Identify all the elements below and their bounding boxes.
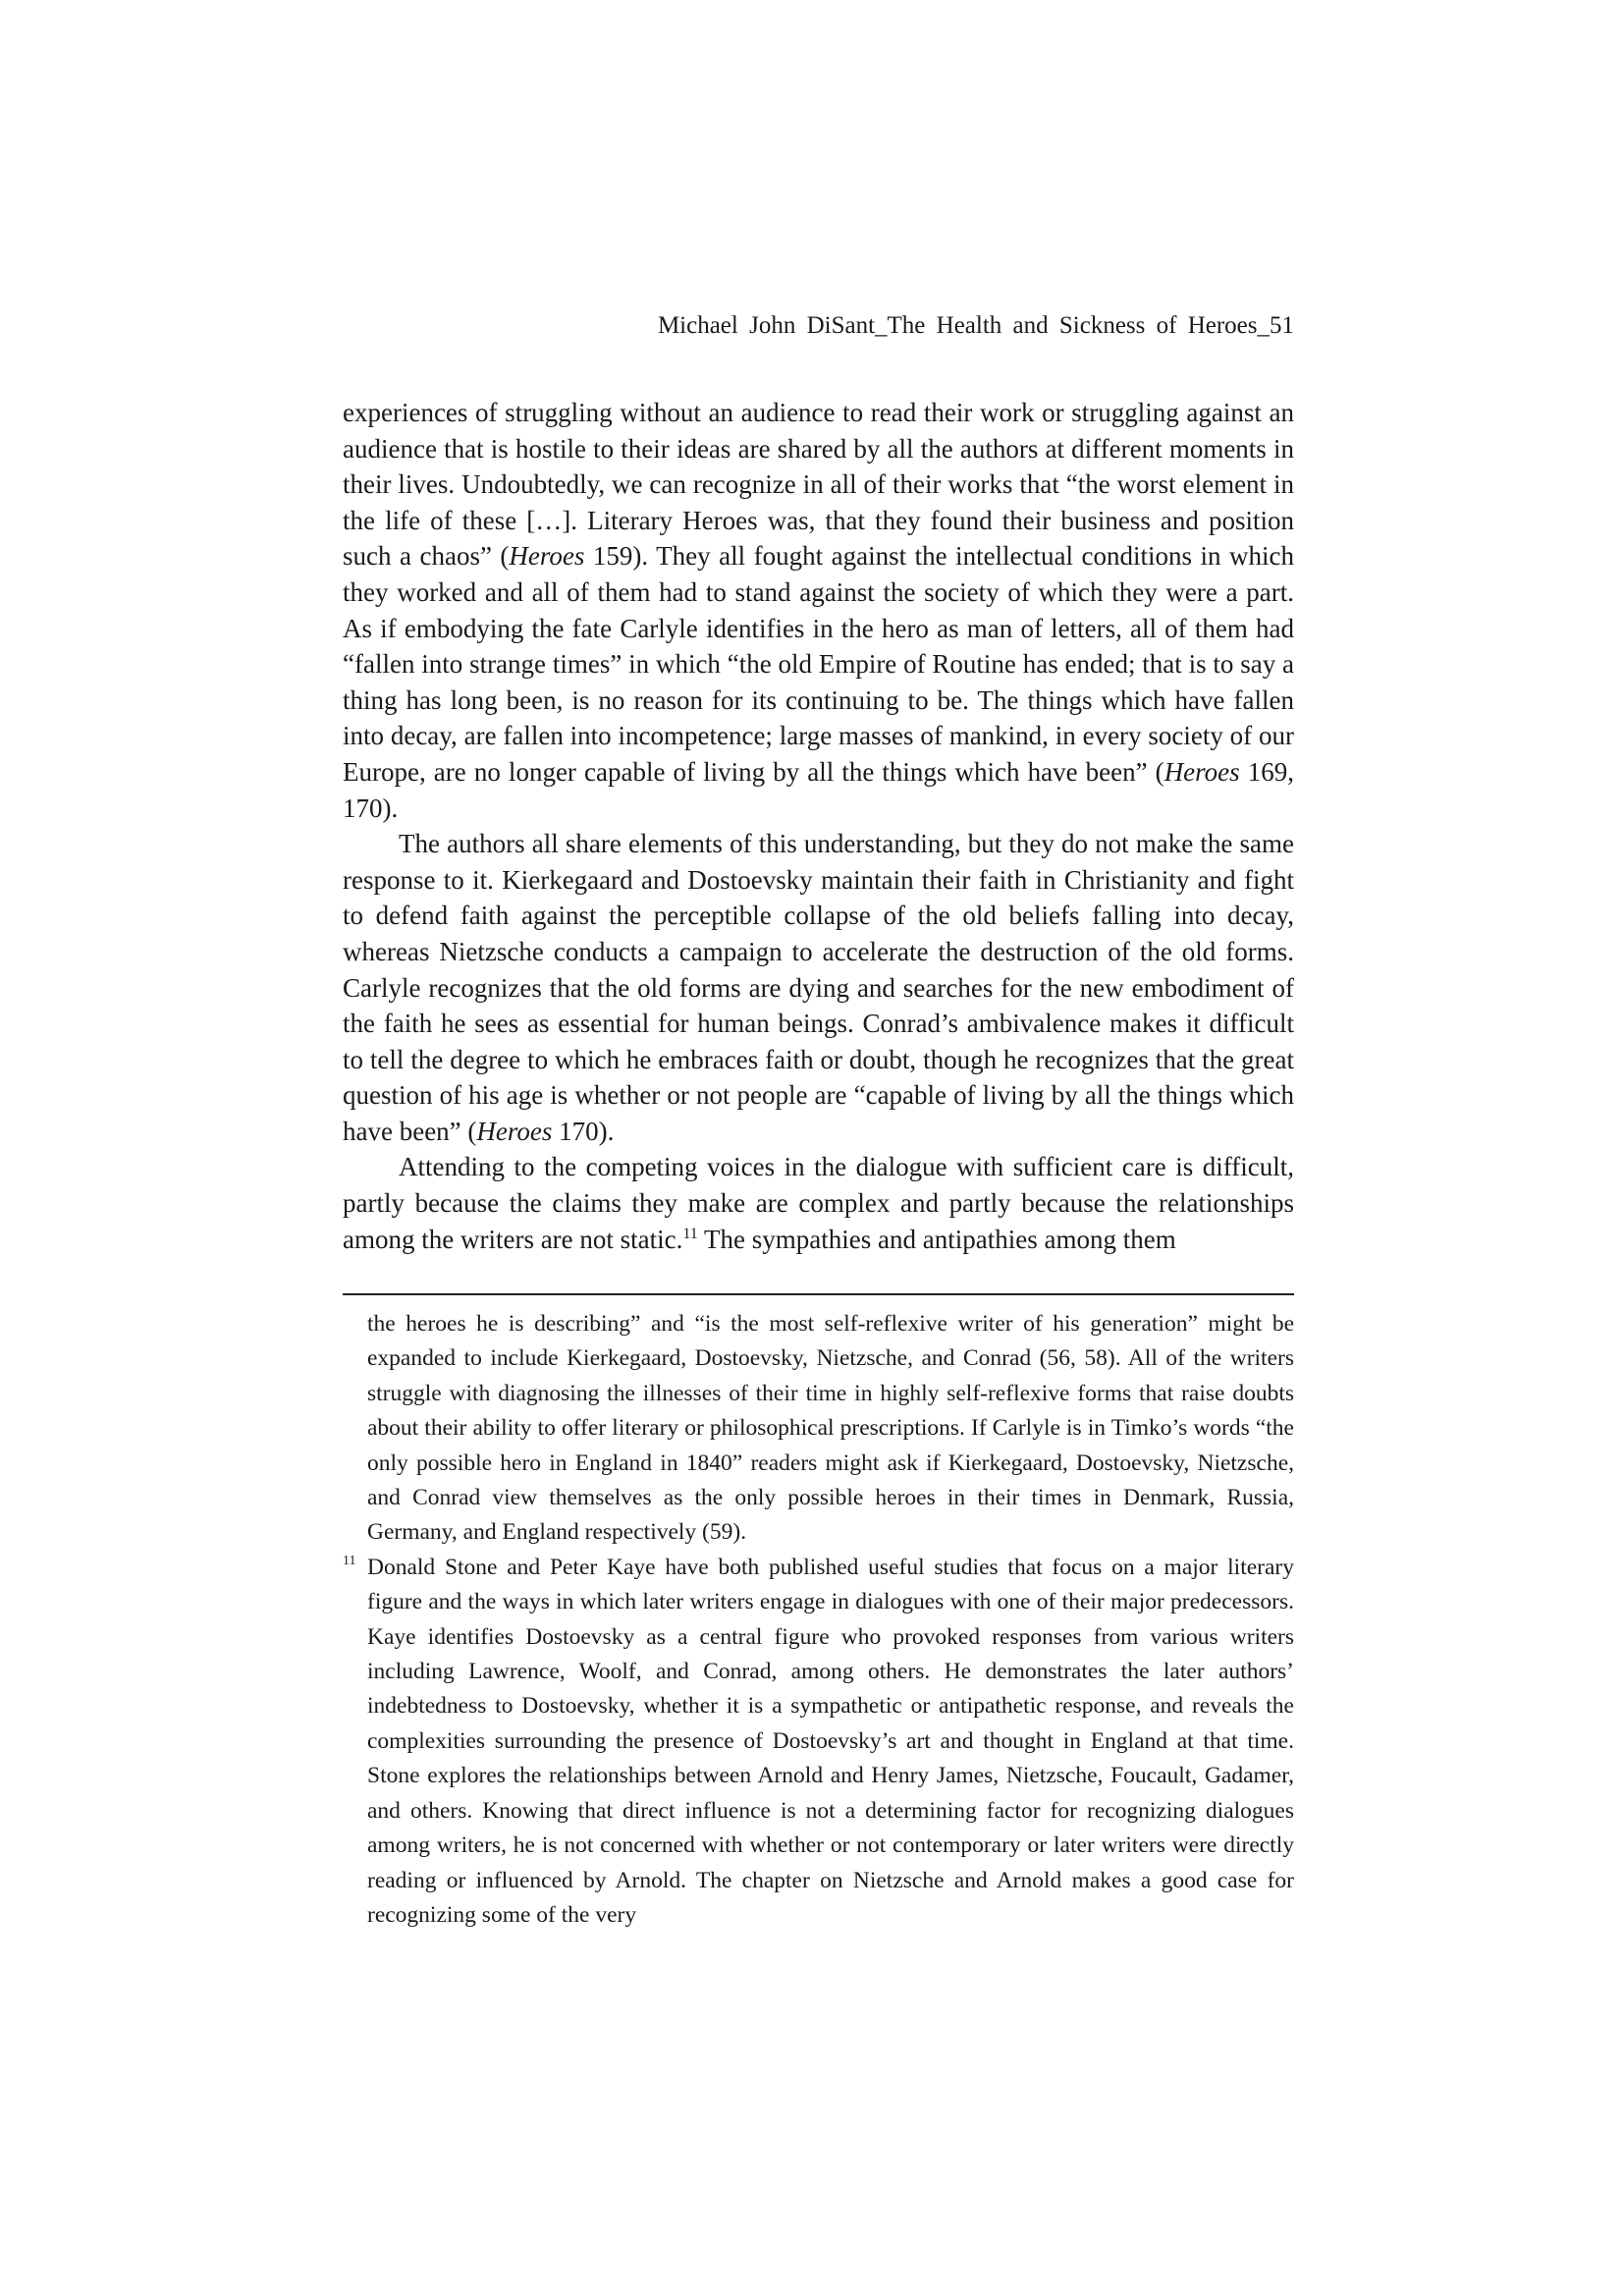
body-text	[343, 395, 1294, 1257]
paragraph-1: experiences of struggling without an audience to read their work or struggling against an audience that is hostile to their ideas are shared by all the authors at different moments in their lives. Undoubtedly, we can recognize in all of their works that “the worst element in the life of these […]. Literary Heroes was, that they found their business and position such a chaos” (Heroes 159). They all fought against the intellectual conditions in which they worked and all of them had to stand against the society of which they were a part. As if embodying the fate Carlyle identifies in the hero as man of letters, all of them had “fallen into strange times” in which “the old Empire of Routine has ended; that is to say a thing has long been, is no reason for its continuing to be. The things which have fallen into decay, are fallen into incompetence; large masses of mankind, in every society of our Europe, are no longer capable of living by all the things which have been” (Heroes 169, 170).	[343, 398, 1295, 823]
footnote-reference-11[interactable]: 11	[682, 1225, 698, 1242]
italic-title: Heroes	[509, 541, 585, 572]
italic-title: Heroes	[476, 1116, 553, 1146]
footnotes	[343, 1307, 1294, 1933]
italic-title: Heroes	[1163, 756, 1240, 787]
paragraph-3: Attending to the competing voices in the dialogue with sufficient care is difficult, partly because the claims they make are complex and partly because the relationships among the writers are not static.$^{11}$ The sympathies and antipathies among them	[343, 1152, 1294, 1254]
footnote-text: Donald Stone and Peter Kaye have both published useful studies that focus on a major literary figure and the ways in which later writers engage in dialogues with one of their major predecessors. Kaye identifies Dostoevsky as a central figure who provoked responses from various writers including Lawrence, Woolf, and Conrad, among others. He demonstrates the later authors’ indebtedness to Dostoevsky, whether it is a sympathetic or antipathetic response, and reveals the complexities surrounding the presence of Dostoevsky’s art and thought in England at that time. Stone explores the relationships between Arnold and Henry James, Nietzsche, Foucault, Gadamer, and others. Knowing that direct influence is not a determining factor for recognizing dialogues among writers, he is not concerned with whether or not contemporary or later writers were directly reading or influenced by Arnold. The chapter on Nietzsche and Arnold makes a good case for recognizing some of the very	[367, 1554, 1294, 1928]
running-header: Michael John DiSant_The Health and Sickness of Heroes_51	[657, 312, 1294, 339]
paragraph-2: The authors all share elements of this understanding, but they do not make the same response to it. Kierkegaard and Dostoevsky maintain their faith in Christianity and fight to defend faith against the perceptible collapse of the old beliefs falling into decay, whereas Nietzsche conducts a campaign to accelerate the destruction of the old forms. Carlyle recognizes that the old forms are dying and searches for the new embodiment of the faith he sees as essential for human beings. Conrad’s ambivalence makes it difficult to tell the degree to which he embraces faith or doubt, though he recognizes that the great question of his age is whether or not people are “capable of living by all the things which have been” (Heroes 170).	[343, 829, 1294, 1146]
footnote-rule	[343, 1293, 1294, 1295]
footnote-continuation: the heroes he is describing” and “is the most self-reflexive writer of his generation” might be expanded to include Kierkegaard, Dostoevsky, Nietzsche, and Conrad (56, 58). All of the writers struggle with diagnosing the illnesses of their time in highly self-reflexive forms that raise doubts about their ability to offer literary or philosophical prescriptions. If Carlyle is in Timko’s words “the only possible hero in England in 1840” readers might ask if Kierkegaard, Dostoevsky, Nietzsche, and Conrad view themselves as the only possible heroes in their times in Denmark, Russia, Germany, and England respectively (59).	[367, 1311, 1294, 1546]
footnote-11: 11 Donald Stone and Peter Kaye have both published useful studies that focus on a major literary figure and the ways in which later writers engage in dialogues with one of their major predecessors. Kaye identifies Dostoevsky as a central figure who provoked responses from various writers including Lawrence, Woolf, and Conrad, among others. He demonstrates the later authors’ indebtedness to Dostoevsky, whether it is a sympathetic or antipathetic response, and reveals the complexities surrounding the presence of Dostoevsky’s art and thought in England at that time. Stone explores the relationships between Arnold and Henry James, Nietzsche, Foucault, Gadamer, and others. Knowing that direct influence is not a determining factor for recognizing dialogues among writers, he is not concerned with whether or not contemporary or later writers were directly reading or influenced by Arnold. The chapter on Nietzsche and Arnold makes a good case for recognizing some of the very	[343, 1553, 1294, 1928]
